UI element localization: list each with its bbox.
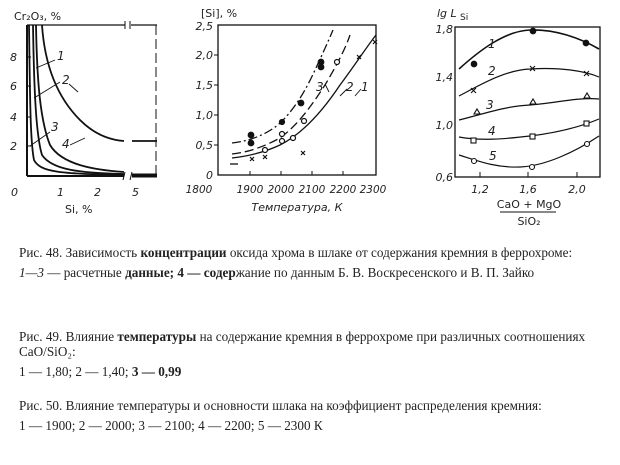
caption-fig49-legend: 1 — 1,80; 2 — 1,40; 3 — 0,99 bbox=[19, 364, 182, 379]
curve-label-4: 4 bbox=[62, 137, 70, 151]
caption-fig50-title: Рис. 50. Влияние температуры и основности шлака на коэффициент распределения кремния: bbox=[19, 398, 542, 413]
figure-50-chart bbox=[390, 0, 620, 240]
curve-label-1: 1 bbox=[488, 37, 496, 51]
svg-text:1800: 1800 bbox=[185, 184, 213, 196]
svg-text:0: 0 bbox=[206, 169, 213, 182]
curve-label-2: 2 bbox=[62, 73, 70, 87]
svg-text:1: 1 bbox=[57, 186, 64, 199]
svg-text:1,2: 1,2 bbox=[471, 183, 489, 196]
svg-text:1,5: 1,5 bbox=[195, 79, 213, 92]
curves bbox=[459, 30, 599, 167]
curve-label-2: 2 bbox=[346, 80, 354, 94]
y-axis-label: [Si], % bbox=[201, 7, 238, 20]
caption-fig48-title: Рис. 48. Зависимость концентрации оксида хрома в шлаке от содержания кремния в феррохроме: bbox=[19, 245, 573, 260]
curve-label-5: 5 bbox=[489, 149, 497, 163]
svg-text:0,6: 0,6 bbox=[435, 171, 453, 184]
caption-fig48 bbox=[19, 245, 609, 280]
svg-text:0,5: 0,5 bbox=[195, 139, 213, 152]
x-axis-label-denominator: SiO₂ bbox=[517, 215, 541, 228]
caption-fig49 bbox=[19, 329, 609, 379]
svg-text:2,5: 2,5 bbox=[195, 20, 213, 33]
curve-label-3: 3 bbox=[51, 120, 59, 134]
svg-text:5: 5 bbox=[132, 186, 139, 199]
curve-label-2: 2 bbox=[488, 64, 496, 78]
svg-text:1,6: 1,6 bbox=[519, 183, 537, 196]
svg-text:4: 4 bbox=[10, 111, 17, 124]
y-axis-label: lg L bbox=[437, 7, 457, 20]
y-tick-labels bbox=[436, 23, 454, 184]
figure-49-chart bbox=[180, 0, 390, 230]
caption-fig49-title: Рис. 49. Влияние температуры на содержание кремния в феррохроме при различных соотношениях CaO/SiO₂: bbox=[19, 329, 586, 359]
svg-text:2,0: 2,0 bbox=[195, 49, 213, 62]
svg-text:1,0: 1,0 bbox=[435, 119, 453, 132]
svg-text:2100: 2100 bbox=[298, 184, 326, 196]
svg-text:2300: 2300 bbox=[359, 184, 387, 196]
curve-label-3: 3 bbox=[486, 98, 494, 112]
x-tick-labels bbox=[471, 183, 586, 196]
figure-48-chart bbox=[0, 0, 180, 230]
svg-text:1,8: 1,8 bbox=[435, 23, 453, 36]
curve-label-4: 4 bbox=[488, 124, 496, 138]
curve-label-3: 3 bbox=[316, 80, 324, 94]
svg-text:2: 2 bbox=[10, 140, 17, 153]
svg-text:2000: 2000 bbox=[267, 184, 295, 196]
x-axis-label: Si, % bbox=[65, 203, 93, 216]
caption-fig50-legend: 1 — 1900; 2 — 2000; 3 — 2100; 4 — 2200; 5 — 2300 К bbox=[19, 418, 323, 433]
curves bbox=[29, 25, 157, 175]
x-tick-labels bbox=[186, 184, 387, 196]
x-axis-label-numerator: CaO + MgO bbox=[496, 198, 562, 211]
svg-text:8: 8 bbox=[10, 51, 17, 64]
svg-text:0: 0 bbox=[11, 186, 18, 199]
svg-text:2: 2 bbox=[94, 186, 101, 199]
curve-label-1: 1 bbox=[57, 49, 65, 63]
y-axis-label-subscript: Si bbox=[460, 13, 469, 23]
caption-fig50 bbox=[19, 398, 609, 433]
curve-label-1: 1 bbox=[361, 80, 369, 94]
svg-text:2200: 2200 bbox=[329, 184, 357, 196]
svg-text:2,0: 2,0 bbox=[568, 183, 586, 196]
x-axis-label: Температура, К bbox=[251, 201, 343, 214]
svg-text:6: 6 bbox=[10, 80, 17, 93]
y-tick-labels bbox=[10, 51, 17, 153]
caption-fig48-legend: 1—3 — расчетные данные; 4 — содержание по данным Б. В. Воскресенского и В. П. Зайко bbox=[19, 265, 535, 280]
y-tick-labels bbox=[196, 20, 214, 182]
x-tick-labels bbox=[11, 186, 139, 199]
svg-text:1,0: 1,0 bbox=[195, 109, 213, 122]
svg-text:1900: 1900 bbox=[236, 184, 264, 196]
series-1-markers bbox=[250, 40, 377, 161]
svg-text:1,4: 1,4 bbox=[435, 71, 453, 84]
y-axis-label: Cr₂O₃, % bbox=[14, 10, 62, 23]
